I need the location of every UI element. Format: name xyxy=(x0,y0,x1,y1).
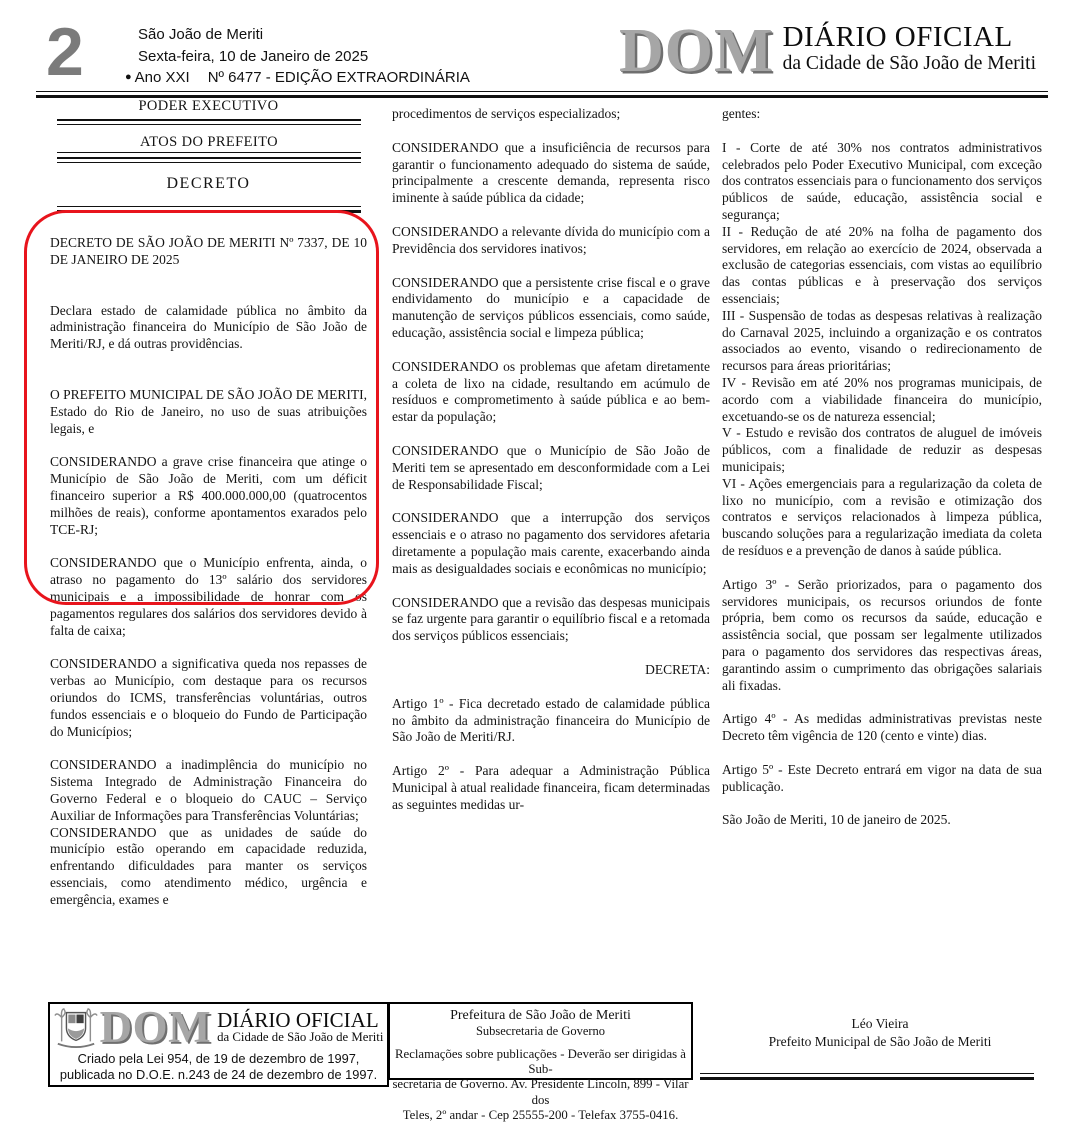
decree-paragraph: gentes: xyxy=(722,106,761,121)
footer-masthead-title: DIÁRIO OFICIAL xyxy=(217,1007,379,1032)
decree-paragraph: V - Estudo e revisão dos contratos de aluguel de imóveis públicos, com a finalidade de reduzir as despesas municipais; xyxy=(722,425,1042,474)
city-crest-icon xyxy=(54,1006,98,1048)
decree-paragraph: O PREFEITO MUNICIPAL DE SÃO JOÃO DE MERITI, Estado do Rio de Janeiro, no uso de suas atribuições legais, e xyxy=(50,386,367,436)
decree-paragraph: DECRETA: xyxy=(645,661,710,677)
decree-paragraph: CONSIDERANDO que a insuficiência de recursos para garantir o funcionamento adequado do sistema de saúde, principalmente a crescente demanda, representa risco iminente à saúde pública da cidade; xyxy=(392,139,710,206)
header-edition: Nº 6477 - EDIÇÃO EXTRAORDINÁRIA xyxy=(207,69,470,86)
decree-paragraph: CONSIDERANDO que o Município de São João de Meriti tem se apresentado em desconformidade com a Lei de Responsabilidade Fiscal; xyxy=(392,442,710,492)
decree-paragraph: CONSIDERANDO os problemas que afetam diretamente a coleta de lixo na cidade, resultando em acúmulo de resíduos e comprometimento à saúde pública e ao bem-estar da população; xyxy=(392,358,710,425)
decree-text-left xyxy=(50,235,367,909)
decree-paragraph: Artigo 3º - Serão priorizados, para o pagamento dos servidores municipais, os recursos oriundos de fonte própria, bem como os recursos da saúde, educação e assistência social, que possam ser legalmente utilizados para o pagamento dos servidores das respectivas áreas, garantindo assim o cumprimento das obrigações salariais ali fixadas. xyxy=(722,576,1042,693)
decree-paragraph: CONSIDERANDO que as unidades de saúde do município estão operando em capacidade reduzida, enfrentando dificuldades para manter os serviços essenciais, como atendimento médico, urgência e emergência, exames e xyxy=(50,824,367,907)
footer-dom-logo: DOM xyxy=(99,1002,212,1052)
footer-logo-row xyxy=(50,1002,387,1052)
column-middle xyxy=(392,106,710,814)
masthead xyxy=(619,17,1036,85)
bullet-icon: ● xyxy=(125,71,132,83)
decree-paragraph: procedimentos de serviços especializados; xyxy=(392,106,621,121)
divider xyxy=(57,206,361,213)
signature-title: Prefeito Municipal de São João de Meriti xyxy=(768,1033,992,1049)
signature-block xyxy=(715,1015,1045,1050)
section-heading-atos-do-prefeito: ATOS DO PREFEITO xyxy=(57,134,361,153)
section-heading-decreto: DECRETO xyxy=(166,175,251,192)
dom-logo: DOM xyxy=(619,17,774,85)
footer-logo-box xyxy=(48,1002,389,1087)
header-year: Ano XXI xyxy=(134,69,190,86)
decree-paragraph: I - Corte de até 30% nos contratos administrativos celebrados pelo Poder Executivo Municipal, com exceção dos contratos essenciais para o funcionamento dos serviços públicos de saúde, educação, assistência social e segurança; xyxy=(722,139,1042,222)
header-date: Sexta-feira, 10 de Janeiro de 2025 xyxy=(138,47,369,65)
decree-paragraph: CONSIDERANDO a inadimplência do município no Sistema Integrado de Administração Financeira do Governo Federal e o bloqueio do CAUC – Serviço Auxiliar de Informações para Transferências Voluntárias; xyxy=(50,757,367,823)
masthead-subtitle: da Cidade de São João de Meriti xyxy=(782,53,1036,74)
decree-paragraph: CONSIDERANDO que a revisão das despesas municipais se faz urgente para garantir o equilíbrio fiscal e a retomada dos serviços públicos essenciais; xyxy=(392,594,710,644)
footer-complaints-line: Reclamações sobre publicações - Deverão ser dirigidas à Sub- xyxy=(394,1047,686,1077)
decree-paragraph: Artigo 2º - Para adequar a Administração Pública Municipal à atual realidade financeira, ficam determinadas as seguintes medidas ur- xyxy=(392,763,710,812)
footer-law-note xyxy=(50,1051,387,1083)
decree-paragraph: III - Suspensão de todas as despesas relativas à realização do Carnaval 2025, incluindo a organização e os contratos associados ao evento, visando o redirecionamento de recursos para áreas prioritárias; xyxy=(722,307,1042,374)
footer-law-line2: publicada no D.O.E. n.243 de 24 de dezembro de 1997. xyxy=(59,1067,378,1082)
decree-paragraph: CONSIDERANDO que a interrupção dos serviços essenciais e o atraso no pagamento dos servidores afetaria diretamente a população mais carente, exacerbando ainda mais as desigualdades sociais e econômicas no município; xyxy=(392,510,710,576)
column-right xyxy=(722,106,1042,829)
decree-paragraph: Declara estado de calamidade pública no âmbito da administração financeira do Município de São João de Meriti/RJ, e dá outras providências. xyxy=(50,302,367,352)
masthead-title: DIÁRIO OFICIAL xyxy=(782,21,1013,53)
footer-office-dept: Subsecretaria de Governo xyxy=(475,1024,606,1038)
footer-office-name: Prefeitura de São João de Meriti xyxy=(450,1008,631,1023)
decree-paragraph: CONSIDERANDO a significativa queda nos repasses de verbas ao Município, com destaque para os recursos oriundos do ICMS, transferências voluntárias, outros fundos essenciais e o bloqueio do Fundo de Participação do Municípios; xyxy=(50,656,367,739)
footer-masthead-subtitle: da Cidade de São João de Meriti xyxy=(217,1029,384,1044)
decree-paragraph: DECRETO DE SÃO JOÃO DE MERITI Nº 7337, DE 10 DE JANEIRO DE 2025 xyxy=(50,235,367,267)
decree-paragraph: Artigo 4º - As medidas administrativas previstas neste Decreto têm vigência de 120 (cento e vinte) dias. xyxy=(722,711,1042,744)
footer-office-box xyxy=(388,1002,693,1122)
footer-divider xyxy=(700,1073,1034,1080)
header-divider xyxy=(36,91,1048,98)
decree-paragraph: Artigo 1º - Fica decretado estado de calamidade pública no âmbito da administração financeira do Município de São João de Meriti/RJ. xyxy=(392,695,710,745)
decree-paragraph: CONSIDERANDO a relevante dívida do município com a Previdência dos servidores inativos; xyxy=(392,223,710,256)
decree-paragraph: VI - Ações emergenciais para a regularização da coleta de lixo no município, com a revisão e otimização dos contratos e serviços relacionados à limpeza pública, buscando soluções para a regularização imediata da coleta de resíduos e a prevenção de danos à saúde pública. xyxy=(722,475,1042,558)
page-number: 2 xyxy=(46,14,84,90)
header-city: São João de Meriti xyxy=(138,26,264,43)
footer-masthead-titles xyxy=(217,1007,384,1045)
decree-paragraph: CONSIDERANDO a grave crise financeira que atinge o Município de São João de Meriti, com um déficit financeiro superior a R$ 400.000.000,00 (quatrocentos milhões de reais), conforme apontamentos exarados pelo TCE-RJ; xyxy=(50,454,367,537)
divider xyxy=(57,119,361,125)
divider xyxy=(57,157,361,163)
decree-paragraph: CONSIDERANDO que a persistente crise fiscal e o grave endividamento do município e a capacidade de manutenção de serviços públicos essenciais, como saúde, educação, assistência social e limpeza pública; xyxy=(392,274,710,340)
decree-paragraph: Artigo 5º - Este Decreto entrará em vigor na data de sua publicação. xyxy=(722,761,1042,794)
masthead-titles xyxy=(783,22,1036,74)
column-left xyxy=(50,98,367,909)
decree-paragraph: CONSIDERANDO que o Município enfrenta, ainda, o atraso no pagamento do 13º salário dos servidores municipais e a impossibilidade de honrar com os pagamentos regulares dos salários dos servidores devido à falta de caixa; xyxy=(50,555,367,638)
decree-paragraph: São João de Meriti, 10 de janeiro de 2025. xyxy=(722,812,951,828)
header-edition-line xyxy=(125,67,470,89)
footer-complaints-note xyxy=(390,1047,691,1123)
footer-complaints-line: Teles, 2º andar - Cep 25555-200 - Telefax 3755-0416. xyxy=(402,1107,679,1122)
signature-name: Léo Vieira xyxy=(851,1016,909,1031)
footer-law-line1: Criado pela Lei 954, de 19 de dezembro de 1997, xyxy=(77,1051,360,1066)
header-info xyxy=(125,24,470,89)
section-heading-poder-executivo: PODER EXECUTIVO xyxy=(138,98,279,114)
decree-paragraph: IV - Revisão em até 20% nos programas municipais, de acordo com a viabilidade financeira do município, excetuando-se os de natureza essencial; xyxy=(722,374,1042,424)
footer-complaints-line: secretaria de Governo. Av. Presidente Lincoln, 899 - Vilar dos xyxy=(392,1077,689,1107)
decree-paragraph: II - Redução de até 20% na folha de pagamento dos servidores, em relação ao exercício de 2024, observada a exclusão de categorias essenciais, com vistas ao equilíbrio das contas públicas e à preservação dos serviços essenciais; xyxy=(722,223,1042,306)
